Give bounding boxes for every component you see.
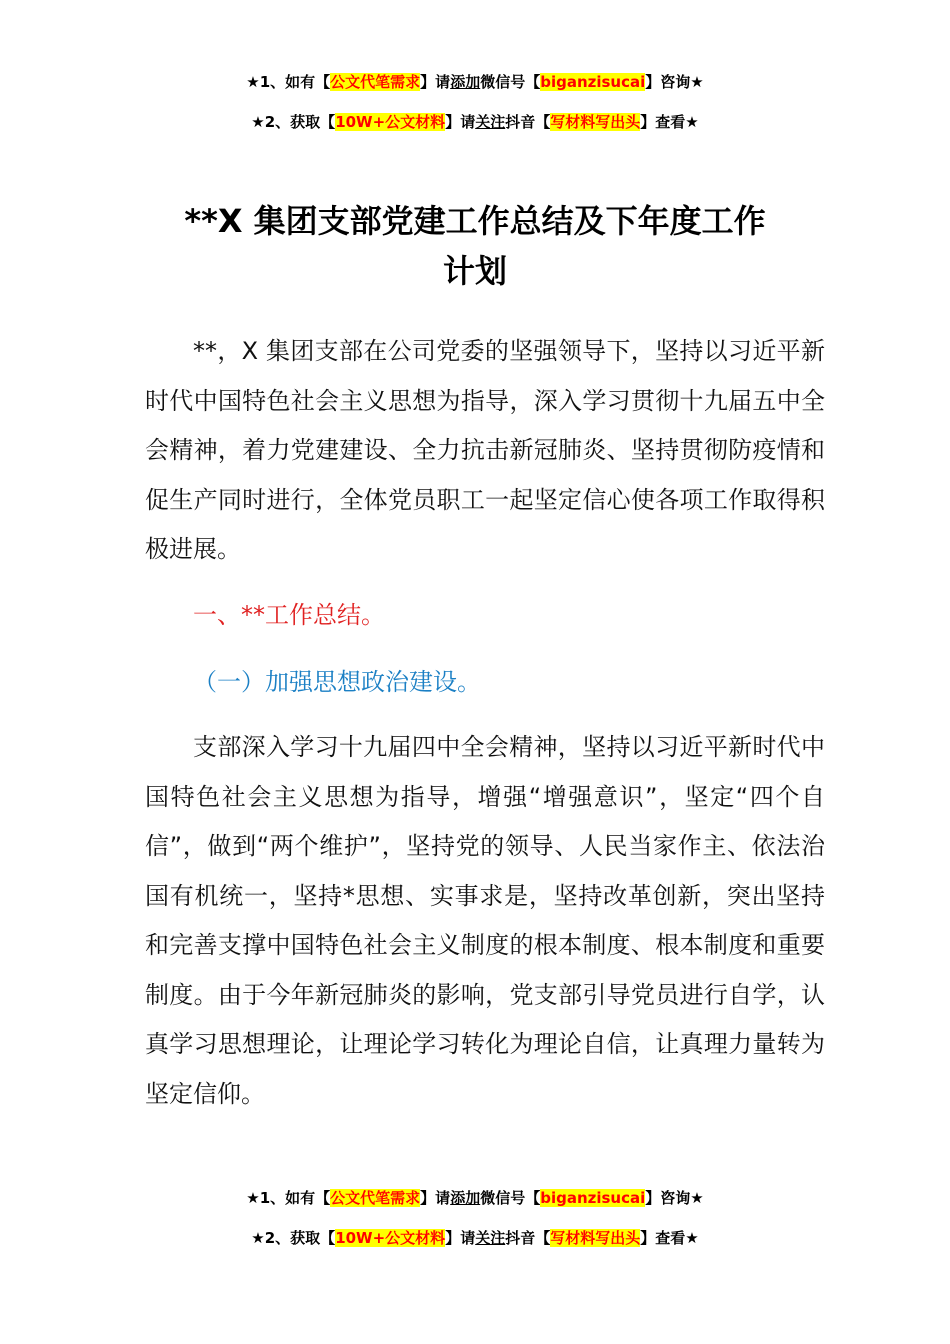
subsection-heading: （一）加强思想政治建设。	[193, 668, 481, 696]
document-title	[0, 196, 950, 296]
promo-highlight: 10W+公文材料	[335, 113, 446, 131]
promo-highlight: 公文代笔需求	[330, 73, 421, 91]
title-line-1: **X 集团支部党建工作总结及下年度工作	[184, 202, 766, 240]
promo-text: 抖音【	[505, 1229, 551, 1247]
intro-paragraph: **，X 集团支部在公司党委的坚强领导下，坚持以习近平新时代中国特色社会主义思想为指导，深入学习贯彻十九届五中全会精神，着力党建建设、全力抗击新冠肺炎、坚持贯彻防疫情和促生产同时进行，全体党员职工一起坚定信心使各项工作取得积极进展。	[145, 337, 825, 563]
promo-underline: 添加	[450, 1189, 481, 1207]
title-line-2: 计划	[442, 252, 507, 290]
promo-text: 】查看★	[640, 1229, 699, 1247]
promo-text: 抖音【	[505, 113, 551, 131]
promo-text: ★1、如有【	[246, 73, 331, 91]
promo-text: ★1、如有【	[246, 1189, 331, 1207]
promo-text: 微信号【	[480, 1189, 541, 1207]
promo-line-1	[0, 71, 950, 93]
promo-text: 】咨询★	[645, 73, 704, 91]
header-promo-banner	[0, 71, 950, 133]
promo-highlight: 公文代笔需求	[330, 1189, 421, 1207]
promo-line-2	[0, 111, 950, 133]
promo-douyin-id: 写材料写出头	[550, 1229, 641, 1247]
promo-line-2	[0, 1227, 950, 1249]
footer-promo-banner	[0, 1187, 950, 1249]
promo-line-1	[0, 1187, 950, 1209]
promo-text: ★2、获取【	[251, 1229, 336, 1247]
promo-text: 】查看★	[640, 113, 699, 131]
body-paragraph: 支部深入学习十九届四中全会精神，坚持以习近平新时代中国特色社会主义思想为指导，增强“增强意识”，坚定“四个自信”，做到“两个维护”，坚持党的领导、人民当家作主、依法治国有机统一，坚持*思想、实事求是，坚持改革创新，突出坚持和完善支撑中国特色社会主义制度的根本制度、根本制度和重要制度。由于今年新冠肺炎的影响，党支部引导党员进行自学，认真学习思想理论，让理论学习转化为理论自信，让真理力量转为坚定信仰。	[145, 733, 825, 1108]
promo-text: 】请	[445, 1229, 476, 1247]
promo-underline: 关注	[475, 113, 506, 131]
promo-text: 】请	[420, 73, 451, 91]
promo-underline: 添加	[450, 73, 481, 91]
promo-underline: 关注	[475, 1229, 506, 1247]
promo-text: 】请	[420, 1189, 451, 1207]
promo-text: 】咨询★	[645, 1189, 704, 1207]
section-heading: 一、**工作总结。	[193, 601, 385, 629]
promo-wechat-id: biganzisucai	[540, 1189, 646, 1207]
promo-text: ★2、获取【	[251, 113, 336, 131]
promo-wechat-id: biganzisucai	[540, 73, 646, 91]
promo-text: 】请	[445, 113, 476, 131]
promo-douyin-id: 写材料写出头	[550, 113, 641, 131]
promo-text: 微信号【	[480, 73, 541, 91]
promo-highlight: 10W+公文材料	[335, 1229, 446, 1247]
